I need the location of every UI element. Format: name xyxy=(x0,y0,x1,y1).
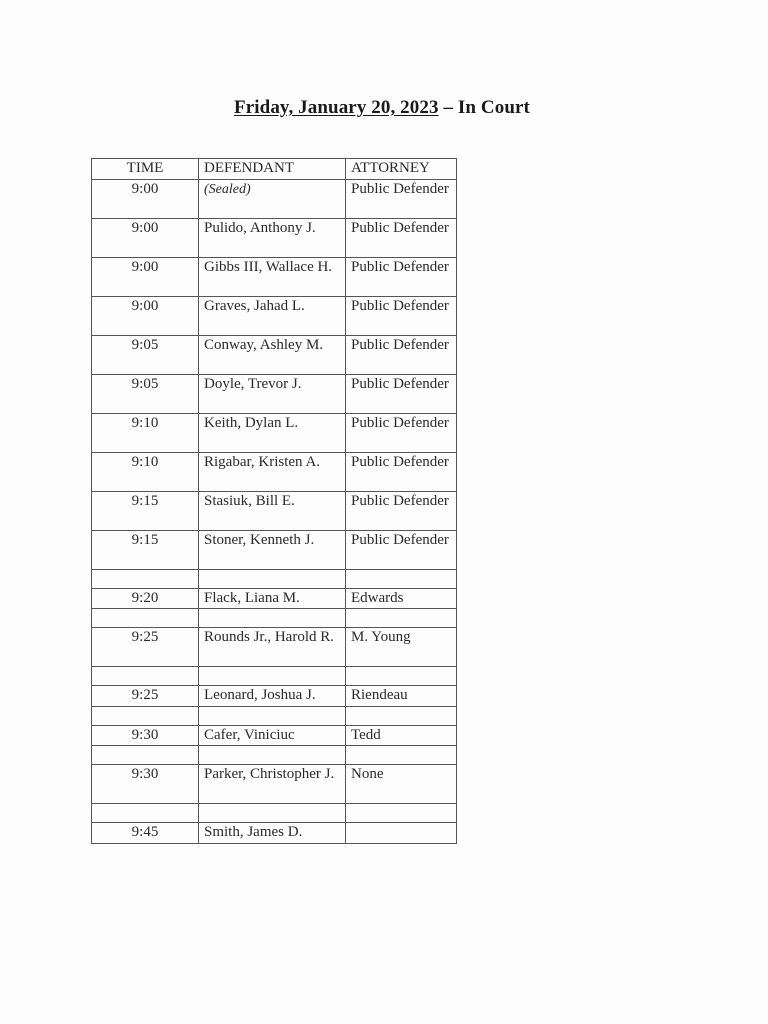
table-header-row xyxy=(92,159,457,180)
table-row xyxy=(92,413,457,452)
table-row xyxy=(92,628,457,667)
time-cell: 9:25 xyxy=(92,686,199,707)
attorney-cell: Public Defender xyxy=(346,335,457,374)
table-row xyxy=(92,257,457,296)
attorney-cell: Public Defender xyxy=(346,296,457,335)
table-row xyxy=(92,725,457,746)
heading-suffix: – In Court xyxy=(438,97,530,118)
spacer-row xyxy=(92,746,457,765)
time-cell: 9:20 xyxy=(92,588,199,609)
spacer-row xyxy=(92,667,457,686)
sealed-defendant: (Sealed) xyxy=(204,181,251,197)
time-cell: 9:15 xyxy=(92,491,199,530)
table-row xyxy=(92,686,457,707)
defendant-cell: Gibbs III, Wallace H. xyxy=(199,257,346,296)
defendant-cell: Doyle, Trevor J. xyxy=(199,374,346,413)
time-cell: 9:10 xyxy=(92,413,199,452)
time-cell: 9:00 xyxy=(92,218,199,257)
attorney-cell: Public Defender xyxy=(346,257,457,296)
attorney-cell: Public Defender xyxy=(346,179,457,218)
defendant-cell: Flack, Liana M. xyxy=(199,588,346,609)
defendant-cell: Stasiuk, Bill E. xyxy=(199,491,346,530)
attorney-cell: Public Defender xyxy=(346,413,457,452)
attorney-cell: Tedd xyxy=(346,725,457,746)
defendant-cell: Cafer, Viniciuc xyxy=(199,725,346,746)
table-row xyxy=(92,296,457,335)
attorney-cell: M. Young xyxy=(346,628,457,667)
attorney-cell: None xyxy=(346,765,457,804)
spacer-row xyxy=(92,609,457,628)
spacer-row xyxy=(92,804,457,823)
table-row xyxy=(92,452,457,491)
header-defendant: DEFENDANT xyxy=(199,159,346,180)
time-cell: 9:00 xyxy=(92,296,199,335)
header-time: TIME xyxy=(92,159,199,180)
attorney-cell xyxy=(346,823,457,844)
table-row xyxy=(92,588,457,609)
table-row xyxy=(92,530,457,569)
table-row xyxy=(92,765,457,804)
time-cell: 9:30 xyxy=(92,725,199,746)
time-cell: 9:30 xyxy=(92,765,199,804)
attorney-cell: Public Defender xyxy=(346,218,457,257)
attorney-cell: Public Defender xyxy=(346,452,457,491)
time-cell: 9:05 xyxy=(92,335,199,374)
time-cell: 9:15 xyxy=(92,530,199,569)
attorney-cell: Public Defender xyxy=(346,491,457,530)
time-cell: 9:00 xyxy=(92,179,199,218)
table-row xyxy=(92,218,457,257)
spacer-row xyxy=(92,706,457,725)
table-row xyxy=(92,823,457,844)
docket-table xyxy=(91,158,457,844)
defendant-cell: Graves, Jahad L. xyxy=(199,296,346,335)
time-cell: 9:45 xyxy=(92,823,199,844)
header-attorney: ATTORNEY xyxy=(346,159,457,180)
attorney-cell: Public Defender xyxy=(346,530,457,569)
defendant-cell: Pulido, Anthony J. xyxy=(199,218,346,257)
defendant-cell: Keith, Dylan L. xyxy=(199,413,346,452)
table-row xyxy=(92,491,457,530)
defendant-cell: Stoner, Kenneth J. xyxy=(199,530,346,569)
time-cell: 9:10 xyxy=(92,452,199,491)
attorney-cell: Edwards xyxy=(346,588,457,609)
defendant-cell: Rounds Jr., Harold R. xyxy=(199,628,346,667)
table-row xyxy=(92,179,457,218)
time-cell: 9:05 xyxy=(92,374,199,413)
defendant-cell: Parker, Christopher J. xyxy=(199,765,346,804)
table-row xyxy=(92,374,457,413)
time-cell: 9:00 xyxy=(92,257,199,296)
defendant-cell: Conway, Ashley M. xyxy=(199,335,346,374)
defendant-cell: Smith, James D. xyxy=(199,823,346,844)
time-cell: 9:25 xyxy=(92,628,199,667)
defendant-cell: Leonard, Joshua J. xyxy=(199,686,346,707)
defendant-cell: Rigabar, Kristen A. xyxy=(199,452,346,491)
defendant-cell xyxy=(199,179,346,218)
page-title xyxy=(0,97,764,119)
attorney-cell: Public Defender xyxy=(346,374,457,413)
attorney-cell: Riendeau xyxy=(346,686,457,707)
heading-date: Friday, January 20, 2023 xyxy=(234,97,439,118)
table-row xyxy=(92,335,457,374)
spacer-row xyxy=(92,569,457,588)
